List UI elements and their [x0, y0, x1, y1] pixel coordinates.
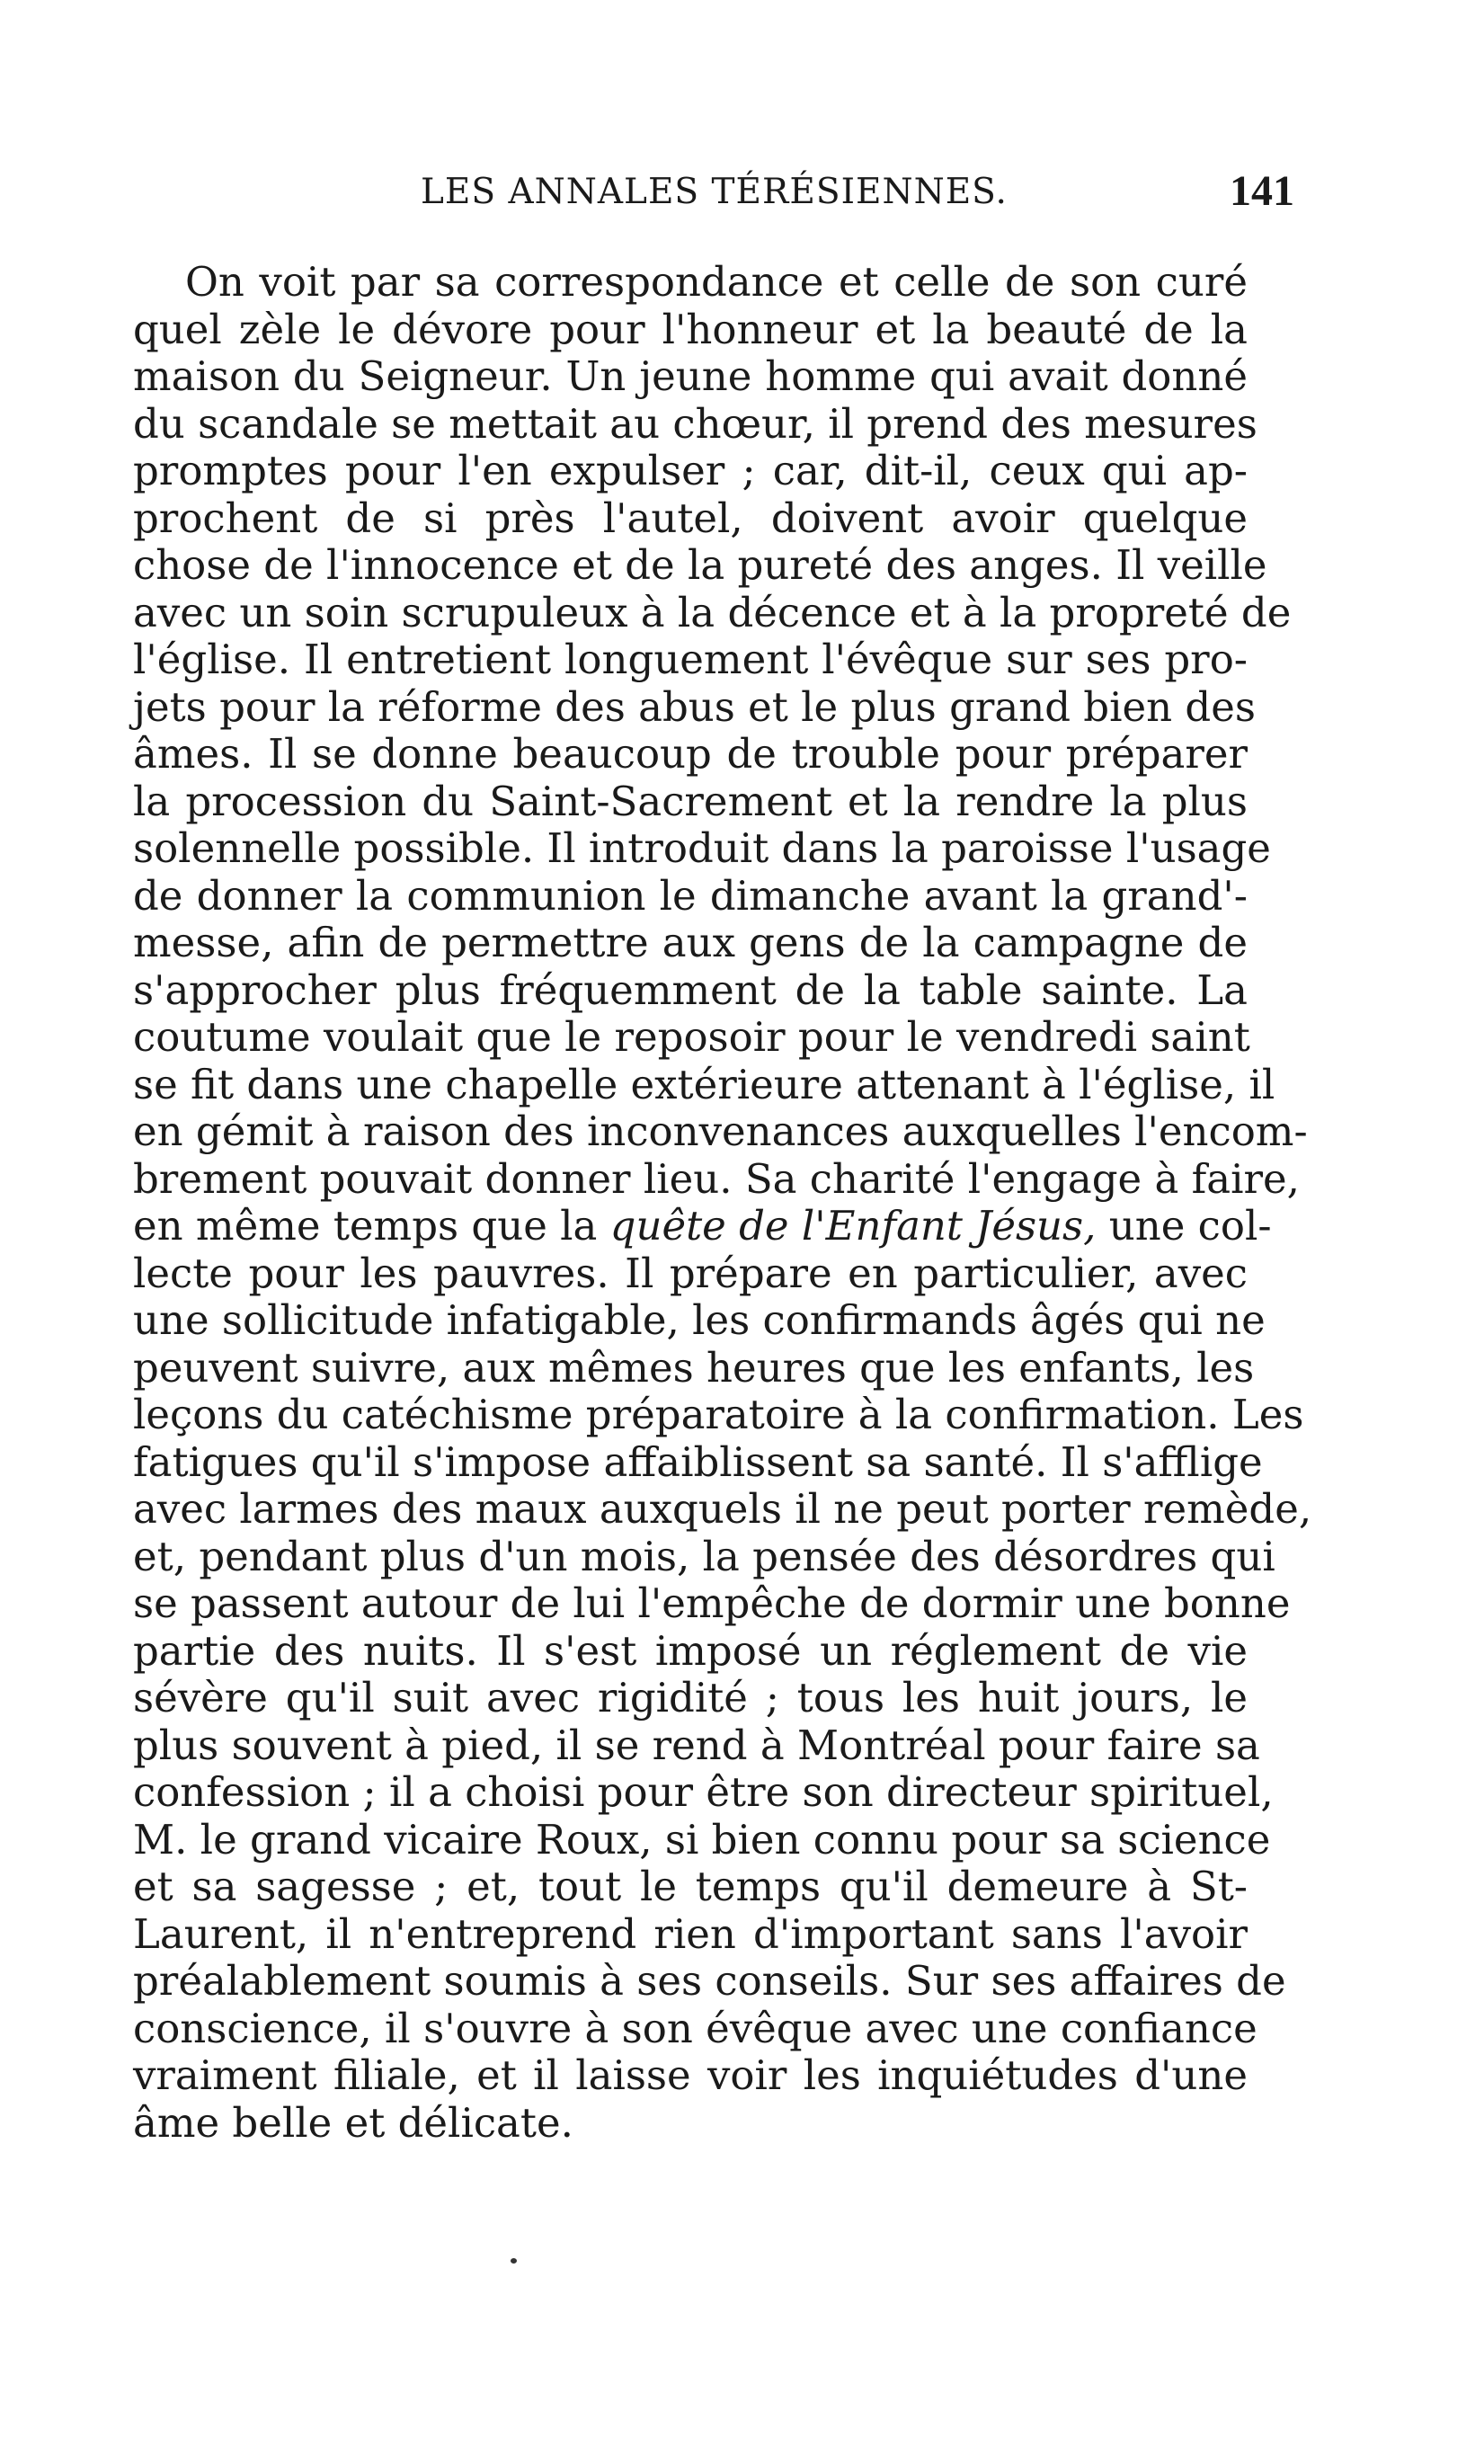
text-line: On voit par sa correspondance et celle de son curé [185, 258, 1248, 306]
text-line: leçons du catéchisme préparatoire à la confirmation. Les [133, 1391, 1304, 1438]
text-line: se fit dans une chapelle extérieure attenant à l'église, il [133, 1060, 1275, 1108]
italic-title: quête de l'Enfant Jésus, [609, 1202, 1097, 1250]
page-number: 141 [1230, 167, 1294, 215]
text-line: brement pouvait donner lieu. Sa charité l'engage à faire, [133, 1154, 1300, 1203]
text-line: plus souvent à pied, il se rend à Montréal pour faire sa [133, 1721, 1260, 1769]
text-line: messe, afin de permettre aux gens de la campagne de [133, 919, 1248, 966]
text-line: quel zèle le dévore pour l'honneur et la beauté de la [133, 305, 1248, 353]
text-line: sévère qu'il suit avec rigidité ; tous les huit jours, le [133, 1674, 1248, 1721]
ink-speck [511, 2258, 517, 2264]
text-line: et, pendant plus d'un mois, la pensée des désordres qui [133, 1532, 1275, 1580]
text-line: âmes. Il se donne beaucoup de trouble pour préparer [133, 730, 1248, 778]
text-line: coutume voulait que le reposoir pour le vendredi saint [133, 1013, 1250, 1061]
text-line: la procession du Saint-Sacrement et la rendre la plus [133, 777, 1248, 825]
text-line: peuvent suivre, aux mêmes heures que les enfants, les [133, 1343, 1255, 1392]
text-line: partie des nuits. Il s'est imposé un réglement de vie [133, 1626, 1248, 1675]
text-line: fatigues qu'il s'impose affaiblissent sa santé. Il s'afflige [133, 1437, 1263, 1486]
text-segment: en même temps que la [133, 1202, 598, 1250]
text-line: du scandale se mettait au chœur, il prend des mesures [133, 399, 1257, 448]
text-line: s'approcher plus fréquemment de la table sainte. La [133, 965, 1248, 1014]
text-line: âme belle et délicate. [133, 2098, 573, 2147]
text-line: chose de l'innocence et de la pureté des anges. Il veille [133, 541, 1267, 589]
text-line: promptes pour l'en expulser ; car, dit-il, ceux qui ap- [133, 447, 1248, 494]
running-head [180, 166, 1294, 220]
text-line: une sollicitude infatigable, les confirmands âgés qui ne [133, 1296, 1266, 1344]
text-line: et sa sagesse ; et, tout le temps qu'il demeure à St- [133, 1863, 1248, 1910]
text-line: lecte pour les pauvres. Il prépare en particulier, avec [133, 1249, 1248, 1297]
text-line: se passent autour de lui l'empêche de dormir une bonne [133, 1579, 1291, 1627]
text-segment: une col- [1108, 1202, 1272, 1250]
text-line: avec un soin scrupuleux à la décence et à la propreté de [133, 588, 1292, 636]
running-head-title: LES ANNALES TÉRÉSIENNES. [421, 172, 1008, 212]
text-line: conscience, il s'ouvre à son évêque avec une confiance [133, 2004, 1257, 2052]
text-line: M. le grand vicaire Roux, si bien connu pour sa science [133, 1815, 1271, 1864]
text-line: maison du Seigneur. Un jeune homme qui avait donné [133, 352, 1248, 400]
text-line: prochent de si près l'autel, doivent avoir quelque [133, 494, 1248, 542]
text-line: vraiment filiale, et il laisse voir les inquiétudes d'une [133, 2051, 1248, 2099]
text-line: solennelle possible. Il introduit dans la paroisse l'usage [133, 824, 1271, 872]
text-line: en gémit à raison des inconvenances auxquelles l'encom- [133, 1107, 1308, 1155]
text-line-with-italic [133, 1202, 1272, 1250]
text-line: avec larmes des maux auxquels il ne peut porter remède, [133, 1485, 1312, 1533]
text-line: jets pour la réforme des abus et le plus grand bien des [133, 682, 1256, 731]
body-paragraph [133, 258, 1312, 2147]
text-line: de donner la communion le dimanche avant la grand'- [133, 871, 1248, 920]
text-line: préalablement soumis à ses conseils. Sur ses affaires de [133, 1957, 1286, 2005]
text-line: l'église. Il entretient longuement l'évêque sur ses pro- [133, 636, 1248, 683]
text-line: Laurent, il n'entreprend rien d'important sans l'avoir [133, 1909, 1248, 1958]
text-line: confession ; il a choisi pour être son directeur spirituel, [133, 1768, 1274, 1816]
